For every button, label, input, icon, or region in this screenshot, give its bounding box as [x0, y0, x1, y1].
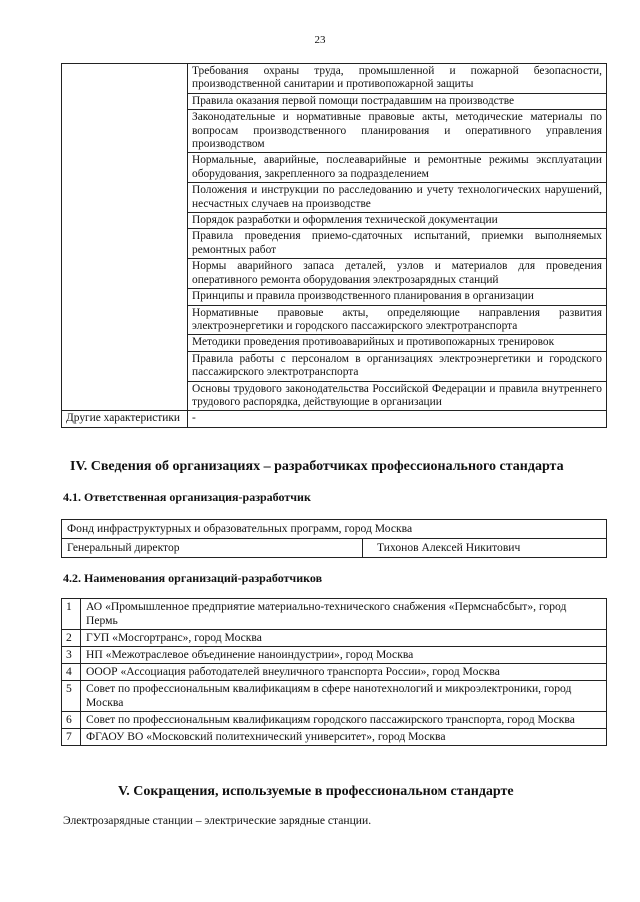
- abbreviation-text: Электрозарядные станции – электрические зарядные станции.: [63, 814, 372, 827]
- table-row: [62, 664, 607, 681]
- other-characteristics-label: Другие характеристики: [62, 411, 188, 427]
- requirement-cell: Правила работы с персоналом в организациях электроэнергетики и городского пассажирского электротранспорта: [188, 351, 607, 381]
- table-row: [62, 647, 607, 664]
- requirement-cell: Порядок разработки и оформления технической документации: [188, 213, 607, 229]
- director-title: Генеральный директор: [62, 539, 363, 558]
- table-row: [62, 712, 607, 729]
- org-name: ОООР «Ассоциация работодателей внеуличного транспорта России», город Москва: [81, 664, 607, 681]
- requirement-cell: Требования охраны труда, промышленной и пожарной безопасности, производственной санитарии и противопожарной защиты: [188, 64, 607, 94]
- section-4-1-title: 4.1. Ответственная организация-разработчик: [63, 490, 311, 504]
- org-name: Совет по профессиональным квалификациям в сфере нанотехнологий и микроэлектроники, город Москва: [81, 681, 607, 712]
- page-number: 23: [314, 34, 326, 46]
- requirements-table: [61, 63, 607, 428]
- org-number: 4: [62, 664, 81, 681]
- orgs-table: [61, 598, 607, 746]
- table-row: [62, 411, 607, 427]
- table-row: [62, 539, 607, 558]
- requirements-label-cell: [62, 64, 188, 411]
- responsible-org-table: [61, 519, 607, 558]
- responsible-org-name: Фонд инфраструктурных и образовательных программ, город Москва: [62, 520, 607, 539]
- org-number: 6: [62, 712, 81, 729]
- director-name: Тихонов Алексей Никитович: [363, 539, 607, 558]
- table-row: [62, 64, 607, 94]
- org-number: 1: [62, 599, 81, 630]
- requirement-cell: Положения и инструкции по расследованию и учету технологических нарушений, несчастных случаев на производстве: [188, 183, 607, 213]
- table-row: [62, 681, 607, 712]
- org-name: ГУП «Мосгортранс», город Москва: [81, 630, 607, 647]
- org-number: 5: [62, 681, 81, 712]
- requirement-cell: Нормальные, аварийные, послеаварийные и ремонтные режимы эксплуатации оборудования, закрепленного за подразделением: [188, 153, 607, 183]
- requirement-cell: Принципы и правила производственного планирования в организации: [188, 289, 607, 305]
- org-name: ФГАОУ ВО «Московский политехнический университет», город Москва: [81, 729, 607, 746]
- section-4-title: IV. Сведения об организациях – разработчиках профессионального стандарта: [70, 459, 564, 474]
- org-name: АО «Промышленное предприятие материально-технического снабжения «Пермснабсбыт», город Пермь: [81, 599, 607, 630]
- org-number: 3: [62, 647, 81, 664]
- org-name: Совет по профессиональным квалификациям городского пассажирского транспорта, город Москва: [81, 712, 607, 729]
- section-4-2-title: 4.2. Наименования организаций-разработчиков: [63, 571, 323, 585]
- requirement-cell: Основы трудового законодательства Российской Федерации и правила внутреннего трудового распорядка, действующие в организации: [188, 381, 607, 411]
- section-5-title: V. Сокращения, используемые в профессиональном стандарте: [118, 784, 514, 799]
- requirement-cell: Нормативные правовые акты, определяющие направления развития электроэнергетики и городского пассажирского электротранспорта: [188, 305, 607, 335]
- org-number: 2: [62, 630, 81, 647]
- requirement-cell: Правила проведения приемо-сдаточных испытаний, приемки выполняемых ремонтных работ: [188, 229, 607, 259]
- table-row: [62, 729, 607, 746]
- requirement-cell: Законодательные и нормативные правовые акты, методические материалы по вопросам производственного планирования и оперативного управления производством: [188, 110, 607, 153]
- org-name: НП «Межотраслевое объединение наноиндустрии», город Москва: [81, 647, 607, 664]
- table-row: [62, 599, 607, 630]
- requirement-cell: Нормы аварийного запаса деталей, узлов и материалов для проведения оперативного ремонта оборудования электрозарядных станций: [188, 259, 607, 289]
- org-number: 7: [62, 729, 81, 746]
- requirement-cell: Правила оказания первой помощи пострадавшим на производстве: [188, 93, 607, 109]
- table-row: [62, 630, 607, 647]
- table-row: [62, 520, 607, 539]
- other-characteristics-value: -: [188, 411, 607, 427]
- requirement-cell: Методики проведения противоаварийных и противопожарных тренировок: [188, 335, 607, 351]
